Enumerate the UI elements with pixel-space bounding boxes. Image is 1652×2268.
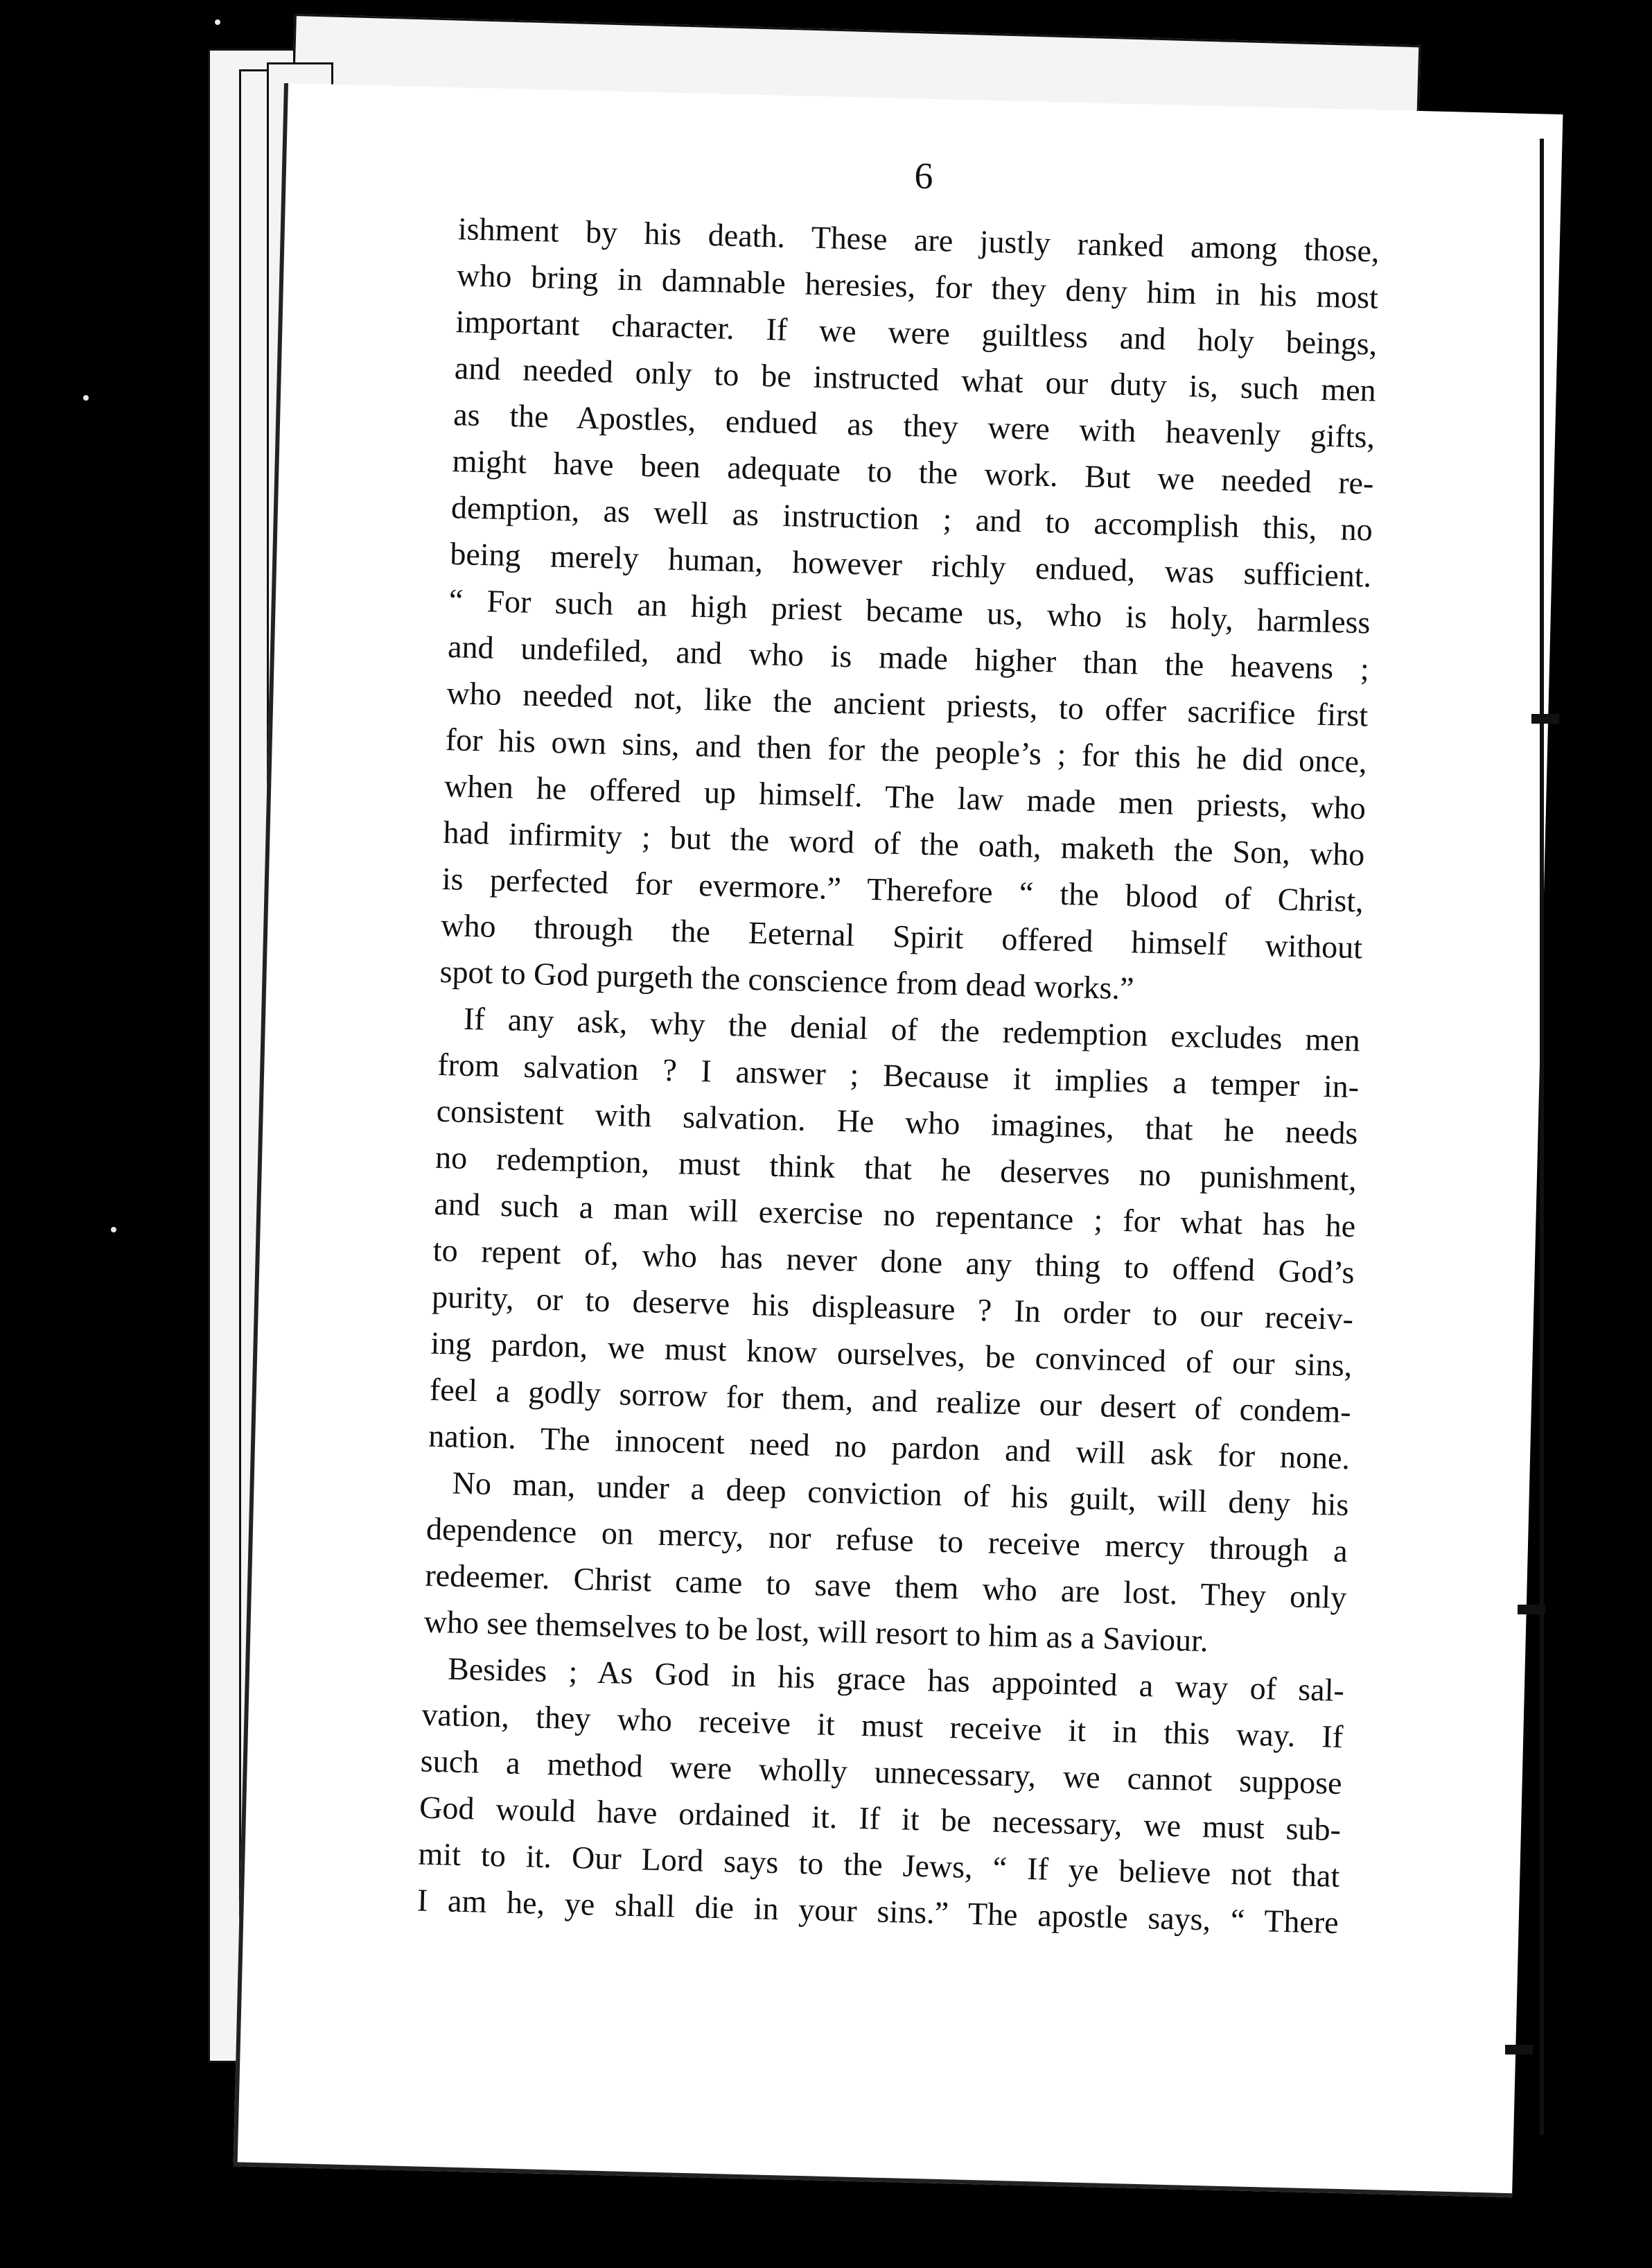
text-line: ishment by his death. These are justly ranked among those, (457, 211, 1380, 269)
text-line: to repent of, who has never done any thing to offend God’s (432, 1232, 1355, 1291)
text-line: from salvation ? I answer ; Because it implies a temper in- (437, 1046, 1360, 1105)
text-line: No man, under a deep conviction of his guilt, will deny his (452, 1465, 1349, 1523)
text-line: who bring in damnable heresies, for they deny him in his most (456, 257, 1379, 315)
text-line: purity, or to deserve his displeasure ? In order to our receiv- (431, 1278, 1354, 1337)
page-number: 6 (913, 155, 934, 197)
text-line: had infirmity ; but the word of the oath, maketh the Son, who (443, 814, 1365, 873)
text-line: demption, as well as instruction ; and to accomplish this, no (450, 489, 1373, 548)
text-line: dependence on mercy, nor refuse to receive mercy through a (425, 1510, 1348, 1569)
text-line: vation, they who receive it must receive it in this way. If (421, 1696, 1344, 1755)
binding-seam (1540, 139, 1544, 2135)
text-line: important character. If we were guiltless and holy beings, (455, 304, 1378, 362)
dust-speck (83, 395, 89, 401)
text-line: who needed not, like the ancient priests, to offer sacrifice first (446, 675, 1369, 733)
dust-speck (215, 19, 220, 25)
binding-stitch-mark (1518, 1605, 1545, 1614)
text-line: who through the Eeternal Spirit offered himself without (440, 907, 1363, 966)
dark-margin-right (1566, 125, 1652, 2170)
text-line: for his own sins, and then for the people’s ; for this he did once, (445, 721, 1368, 780)
text-line: no redemption, must think that he deserves no punishment, (434, 1139, 1357, 1198)
text-line: consistent with salvation. He who imagines, that he needs (436, 1092, 1359, 1151)
text-line: redeemer. Christ came to save them who are lost. They only (424, 1557, 1347, 1616)
dust-speck (111, 1227, 116, 1232)
text-line: Besides ; As God in his grace has appointed a way of sal- (447, 1650, 1345, 1709)
text-line: such a method were wholly unnecessary, we cannot suppose (420, 1743, 1343, 1802)
text-line: If any ask, why the denial of the redemption excludes men (463, 1000, 1361, 1058)
text-line: I am he, ye shall die in your sins.” The apostle says, “ There (416, 1882, 1339, 1940)
text-line: spot to God purgeth the conscience from dead works.” (439, 953, 1135, 1006)
body-text (416, 205, 1380, 1946)
text-line: who see themselves to be lost, will resort to him as a Saviour. (423, 1603, 1209, 1659)
text-line: as the Apostles, endued as they were with heavenly gifts, (452, 396, 1376, 455)
text-line: and such a man will exercise no repentance ; for what has he (433, 1185, 1356, 1244)
text-line: is perfected for evermore.” Therefore “ the blood of Christ, (441, 860, 1364, 919)
text-line: when he offered up himself. The law made men priests, who (443, 767, 1367, 826)
text-line: feel a godly sorrow for them, and realize our desert of condem- (429, 1371, 1352, 1430)
text-line: and needed only to be instructed what our duty is, such men (454, 350, 1377, 408)
text-line: being merely human, however richly endued, was sufficient. (449, 536, 1372, 594)
text-line: “ For such an high priest became us, who is holy, harmless (448, 582, 1371, 640)
text-line: nation. The innocent need no pardon and will ask for none. (428, 1418, 1351, 1476)
binding-stitch-mark (1531, 714, 1559, 724)
text-line: mit to it. Our Lord says to the Jews, “ If ye believe not that (418, 1835, 1340, 1894)
text-line: God would have ordained it. If it be necessary, we must sub- (419, 1789, 1342, 1848)
text-line: ing pardon, we must know ourselves, be convinced of our sins, (430, 1325, 1353, 1384)
text-line: might have been adequate to the work. But we needed re- (452, 443, 1374, 501)
binding-stitch-mark (1505, 2045, 1533, 2055)
document-page (234, 83, 1563, 2197)
text-line: and undefiled, and who is made higher than the heavens ; (447, 629, 1370, 687)
